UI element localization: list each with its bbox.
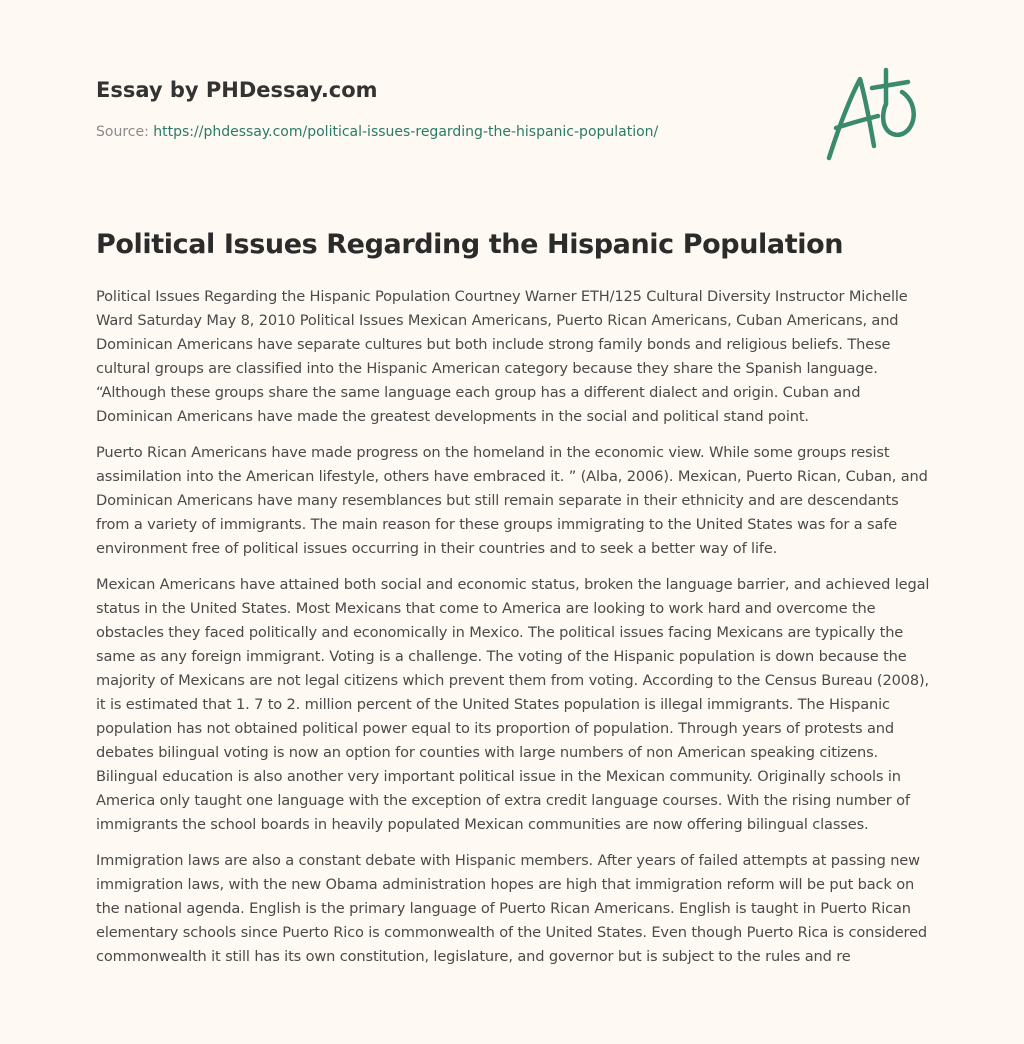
essay-paragraph: Immigration laws are also a constant debate with Hispanic members. After years of failed attempts at passing new immigration laws, with the new Obama administration hopes are high that immigration reform will be put back on the national agenda. English is the primary language of Puerto Rican Americans. English is taught in Puerto Rican elementary schools since Puerto Rico is commonwealth of the United States. Even though Puerto Rica is considered commonwealth it still has its own constitution, legislature, and governor but is subject to the rules and re	[96, 852, 928, 965]
source-label: Source:	[96, 124, 154, 140]
source-link[interactable]: https://phdessay.com/political-issues-regarding-the-hispanic-population/	[153, 124, 659, 140]
a-plus-grade-icon	[822, 66, 926, 166]
site-title: Essay by PHDessay.com	[96, 78, 378, 102]
source-line	[96, 122, 736, 142]
essay-paragraph: Political Issues Regarding the Hispanic Population Courtney Warner ETH/125 Cultural Diversity Instructor Michelle Ward Saturday May 8, 2010 Political Issues Mexican Americans, Puerto Rican Americans, Cuban Americans, and Dominican Americans have separate cultures but both include strong family bonds and religious beliefs. These cultural groups are classified into the Hispanic American category because they share the Spanish language. “Although these groups share the same language each group has a different dialect and origin. Cuban and Dominican Americans have made the greatest developments in the social and political stand point.	[96, 288, 908, 425]
essay-title: Political Issues Regarding the Hispanic Population	[96, 229, 844, 260]
essay-paragraph: Mexican Americans have attained both social and economic status, broken the language barrier, and achieved legal status in the United States. Most Mexicans that come to America are looking to work hard and overcome the obstacles they faced politically and economically in Mexico. The political issues facing Mexicans are typically the same as any foreign immigrant. Voting is a challenge. The voting of the Hispanic population is down because the majority of Mexicans are not legal citizens which prevent them from voting. According to the Census Bureau (2008), it is estimated that 1. 7 to 2. million percent of the United States population is illegal immigrants. The Hispanic population has not obtained political power equal to its proportion of population. Through years of protests and debates bilingual voting is now an option for counties with large numbers of non American speaking citizens. Bilingual education is also another very important political issue in the Mexican community. Originally schools in America only taught one language with the exception of extra credit language courses. With the rising number of immigrants the school boards in heavily populated Mexican communities are now offering bilingual classes.	[96, 576, 930, 833]
essay-body	[96, 285, 934, 981]
page-header	[96, 76, 736, 142]
essay-paragraph: Puerto Rican Americans have made progress on the homeland in the economic view. While some groups resist assimilation into the American lifestyle, others have embraced it. ” (Alba, 2006). Mexican, Puerto Rican, Cuban, and Dominican Americans have many resemblances but still remain separate in their ethnicity and are descendants from a variety of immigrants. The main reason for these groups immigrating to the United States was for a safe environment free of political issues occurring in their countries and to seek a better way of life.	[96, 444, 928, 557]
